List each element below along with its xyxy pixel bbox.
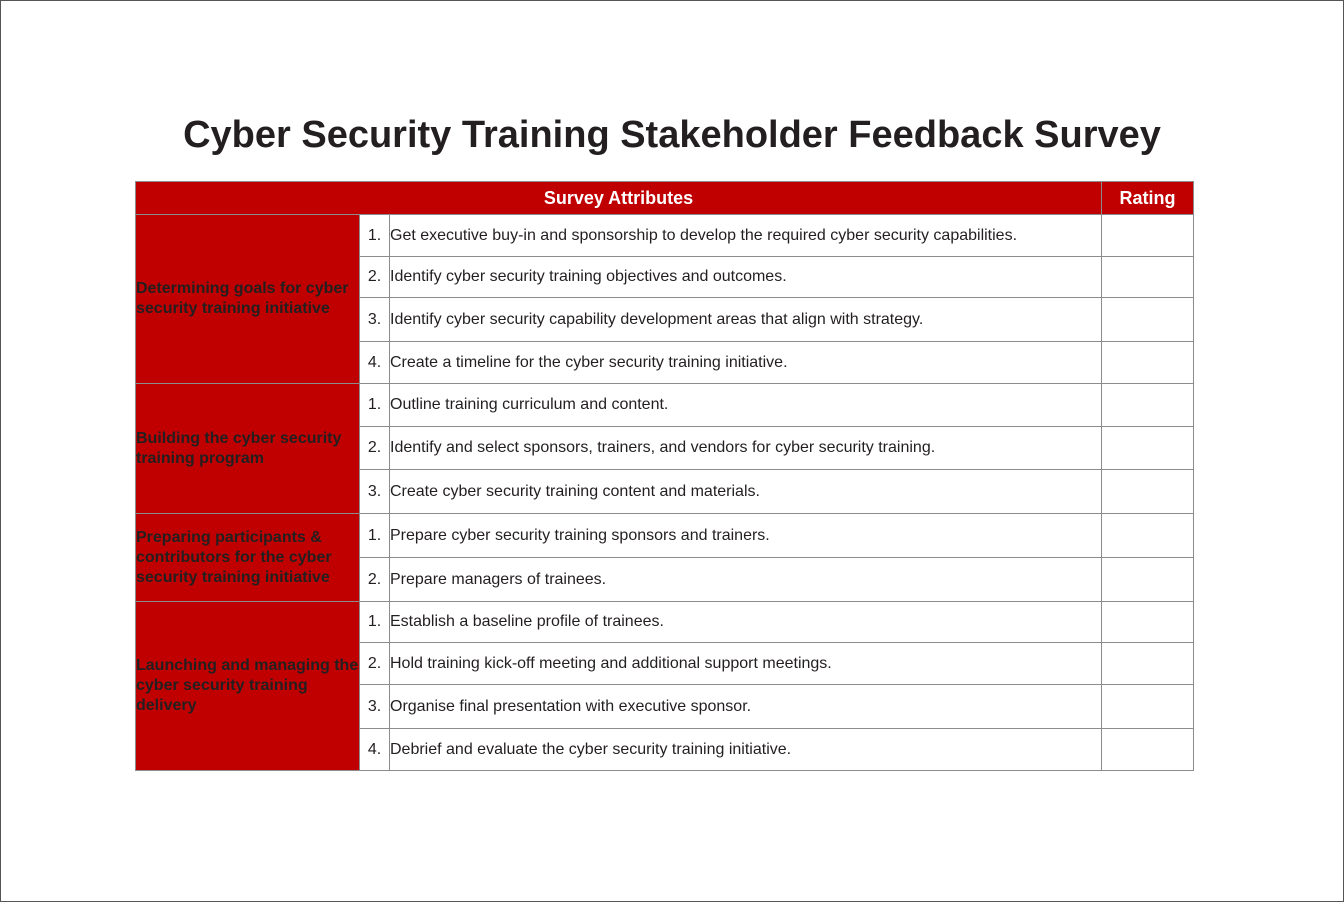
item-number: 3.	[360, 685, 390, 729]
rating-cell[interactable]	[1102, 257, 1194, 298]
item-number: 4.	[360, 342, 390, 384]
table-row	[136, 602, 1194, 643]
rating-cell[interactable]	[1102, 602, 1194, 643]
item-number: 3.	[360, 298, 390, 342]
section-label: Building the cyber security training program	[136, 384, 360, 514]
item-text: Create cyber security training content and materials.	[390, 470, 1102, 514]
item-number: 1.	[360, 384, 390, 427]
section-label: Preparing participants & contributors for the cyber security training initiative	[136, 514, 360, 602]
rating-cell[interactable]	[1102, 514, 1194, 558]
item-text: Establish a baseline profile of trainees.	[390, 602, 1102, 643]
item-text: Debrief and evaluate the cyber security training initiative.	[390, 729, 1102, 771]
header-row	[136, 182, 1194, 215]
item-text: Get executive buy-in and sponsorship to develop the required cyber security capabilities.	[390, 215, 1102, 257]
header-survey-attributes: Survey Attributes	[136, 182, 1102, 215]
item-text: Identify and select sponsors, trainers, and vendors for cyber security training.	[390, 427, 1102, 470]
item-number: 2.	[360, 257, 390, 298]
rating-cell[interactable]	[1102, 342, 1194, 384]
rating-cell[interactable]	[1102, 427, 1194, 470]
item-text: Prepare managers of trainees.	[390, 558, 1102, 602]
item-number: 1.	[360, 514, 390, 558]
table-row	[136, 215, 1194, 257]
item-text: Identify cyber security capability development areas that align with strategy.	[390, 298, 1102, 342]
item-number: 3.	[360, 470, 390, 514]
item-text: Hold training kick-off meeting and additional support meetings.	[390, 643, 1102, 685]
rating-cell[interactable]	[1102, 470, 1194, 514]
rating-cell[interactable]	[1102, 643, 1194, 685]
survey-table	[135, 181, 1194, 771]
page-title: Cyber Security Training Stakeholder Feedback Survey	[183, 114, 1161, 156]
header-rating: Rating	[1102, 182, 1194, 215]
rating-cell[interactable]	[1102, 729, 1194, 771]
rating-cell[interactable]	[1102, 685, 1194, 729]
rating-cell[interactable]	[1102, 298, 1194, 342]
section-label: Determining goals for cyber security training initiative	[136, 215, 360, 384]
item-text: Prepare cyber security training sponsors and trainers.	[390, 514, 1102, 558]
rating-cell[interactable]	[1102, 558, 1194, 602]
table-row	[136, 514, 1194, 558]
item-number: 1.	[360, 602, 390, 643]
rating-cell[interactable]	[1102, 384, 1194, 427]
rating-cell[interactable]	[1102, 215, 1194, 257]
table-row	[136, 384, 1194, 427]
item-text: Outline training curriculum and content.	[390, 384, 1102, 427]
item-number: 4.	[360, 729, 390, 771]
item-text: Organise final presentation with executive sponsor.	[390, 685, 1102, 729]
item-text: Create a timeline for the cyber security training initiative.	[390, 342, 1102, 384]
item-number: 1.	[360, 215, 390, 257]
item-number: 2.	[360, 558, 390, 602]
item-number: 2.	[360, 427, 390, 470]
section-label: Launching and managing the cyber security training delivery	[136, 602, 360, 771]
item-text: Identify cyber security training objectives and outcomes.	[390, 257, 1102, 298]
item-number: 2.	[360, 643, 390, 685]
